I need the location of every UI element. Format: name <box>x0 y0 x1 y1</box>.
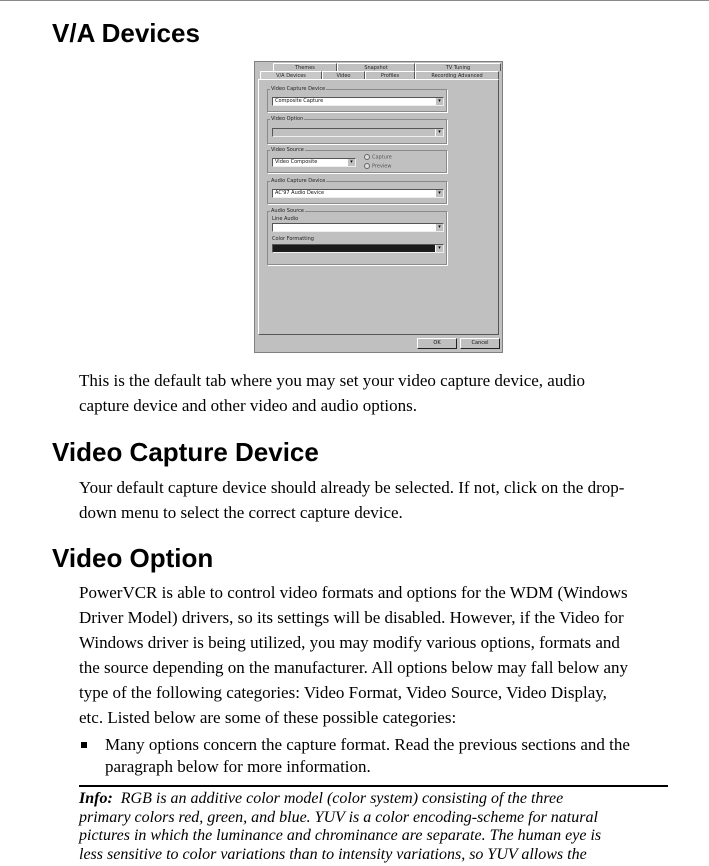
select-value: Composite Capture <box>275 98 324 104</box>
text-line: type of the following categories: Video Format, Video Source, Video Display, <box>79 683 607 702</box>
text-line: This is the default tab where you may set your video capture device, audio <box>79 371 586 390</box>
group-video-option <box>267 116 447 144</box>
radio-label: Preview <box>372 163 392 170</box>
select-value: AC'97 Audio Device <box>275 190 325 196</box>
group-video-source <box>267 147 447 173</box>
radio-label: Capture <box>372 154 392 161</box>
text-line: Driver Model) drivers, so its settings will be disabled. However, if the Video for <box>79 608 624 627</box>
tab-panel <box>258 79 499 335</box>
info-note <box>79 790 679 864</box>
group-label: Video Source <box>271 147 304 153</box>
text-line: Many options concern the capture format. Read the previous sections and the <box>105 735 630 754</box>
info-divider <box>79 785 668 787</box>
text-line: paragraph below for more information. <box>105 757 371 776</box>
text-line: the source depending on the manufacturer. All options below may fall below any <box>79 658 629 677</box>
text-line: capture device and other video and audio options. <box>79 396 417 415</box>
chevron-down-icon: ▾ <box>435 129 443 136</box>
group-label: Audio Source <box>271 208 304 214</box>
video-capture-device-text <box>79 475 679 525</box>
text-line: RGB is an additive color model (color system) consisting of the three <box>120 790 564 807</box>
video-capture-device-select[interactable] <box>272 97 444 106</box>
group-video-capture-device <box>267 86 447 112</box>
group-audio-capture-device <box>267 178 447 204</box>
top-rule <box>0 0 709 1</box>
info-label: Info: <box>79 790 113 807</box>
heading-va-devices: V/A Devices <box>52 18 200 48</box>
video-option-text <box>79 580 679 730</box>
color-formatting-select[interactable] <box>272 244 444 253</box>
settings-dialog-figure <box>254 61 503 353</box>
chevron-down-icon: ▾ <box>435 98 443 105</box>
info-line-1 <box>79 790 679 809</box>
video-source-select[interactable] <box>272 158 356 167</box>
chevron-down-icon: ▾ <box>435 224 443 231</box>
tab-themes[interactable]: Themes <box>273 63 337 71</box>
text-line: less sensitive to color variations than to intensity variations, so YUV allows the <box>79 845 587 863</box>
text-line: Your default capture device should already be selected. If not, click on the drop- <box>79 478 625 497</box>
group-label: Video Capture Device <box>271 86 326 92</box>
text-line: PowerVCR is able to control video formats and options for the WDM (Windows <box>79 583 628 602</box>
heading-video-option: Video Option <box>52 543 214 573</box>
chevron-down-icon: ▾ <box>435 245 443 252</box>
chevron-down-icon: ▾ <box>435 190 443 197</box>
tab-profiles[interactable]: Profiles <box>365 71 415 79</box>
tab-snapshot[interactable]: Snapshot <box>337 63 415 71</box>
text-line: Windows driver is being utilized, you may modify various options, formats and <box>79 633 620 652</box>
group-label: Video Option <box>271 116 304 122</box>
ok-button[interactable]: OK <box>417 338 457 349</box>
tab-tv-tuning[interactable]: TV Tuning <box>415 63 501 71</box>
radio-icon <box>364 163 370 169</box>
heading-video-capture-device: Video Capture Device <box>52 437 319 467</box>
group-audio-source <box>267 208 447 265</box>
video-option-select[interactable] <box>272 128 444 137</box>
text-line: etc. Listed below are some of these possible categories: <box>79 708 457 727</box>
chevron-down-icon: ▾ <box>347 159 355 166</box>
group-label: Audio Capture Device <box>271 178 326 184</box>
text-line: primary colors red, green, and blue. YUV is a color encoding-scheme for natural <box>79 808 598 826</box>
text-line: down menu to select the correct capture device. <box>79 503 403 522</box>
audio-capture-device-select[interactable] <box>272 189 444 198</box>
tab-video[interactable]: Video <box>322 71 365 79</box>
line-audio-select[interactable] <box>272 223 444 232</box>
select-value: Video Composite <box>275 159 318 165</box>
line-audio-label: Line Audio <box>272 216 299 222</box>
text-line: pictures in which the luminance and chrominance are separate. The human eye is <box>79 827 602 844</box>
tab-va-devices[interactable]: V/A Devices <box>260 71 322 80</box>
color-formatting-label: Color Formatting <box>272 236 314 242</box>
radio-preview[interactable] <box>364 163 391 170</box>
bullet-icon <box>81 742 87 748</box>
radio-icon <box>364 154 370 160</box>
radio-capture[interactable] <box>364 154 392 161</box>
cancel-button[interactable]: Cancel <box>460 338 500 349</box>
tab-recording-advanced[interactable]: Recording Advanced <box>415 71 499 79</box>
va-devices-text <box>79 368 679 418</box>
